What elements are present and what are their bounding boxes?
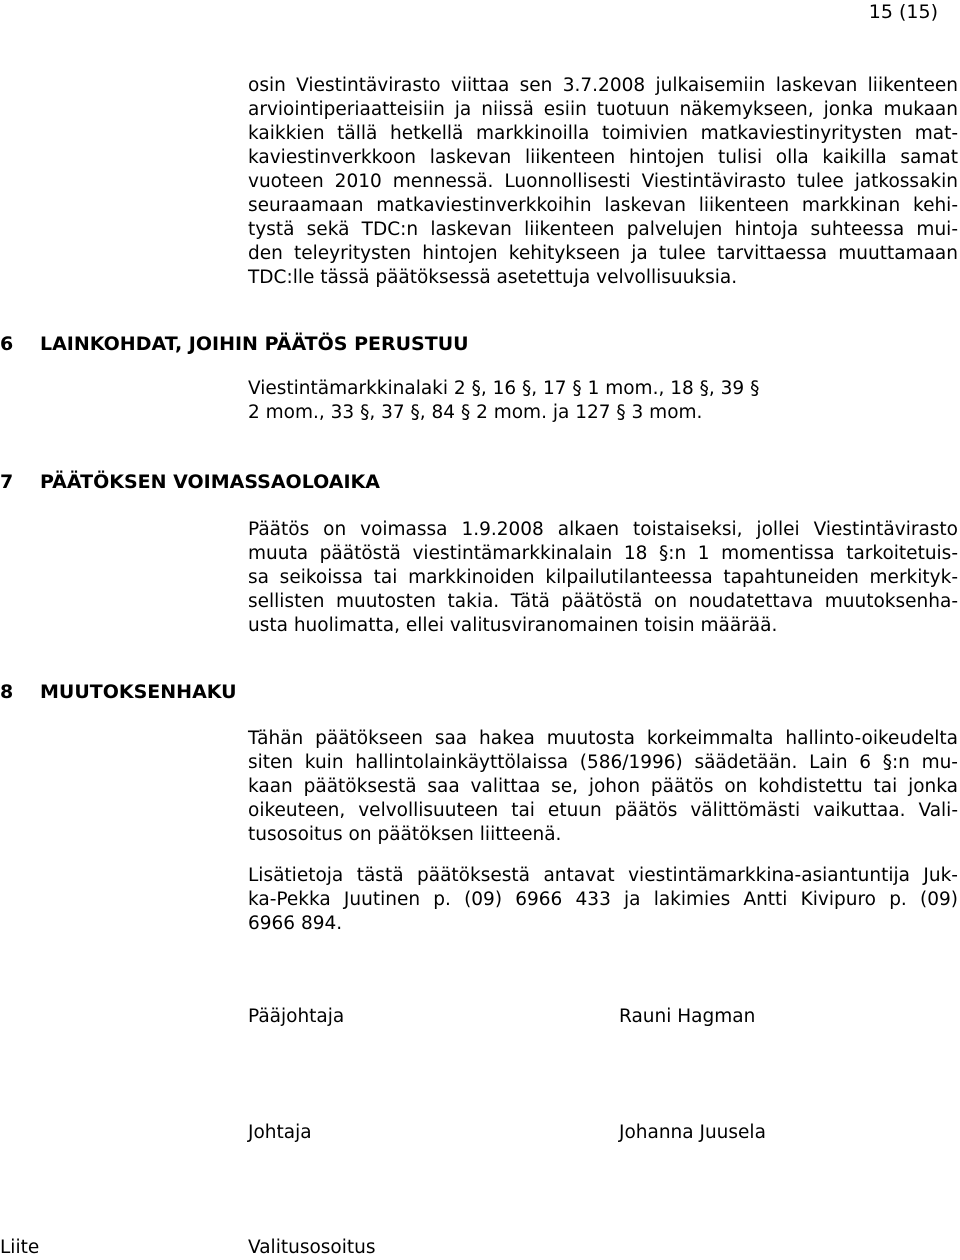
text-line: TDC:lle tässä päätöksessä asetettuja velvollisuuksia. <box>248 267 738 288</box>
signature-name: Johanna Juusela <box>619 1122 766 1143</box>
text-line: 2 mom., 33 §, 37 §, 84 § 2 mom. ja 127 § 3 mom. <box>248 402 703 423</box>
section-7-heading <box>0 470 380 494</box>
text-line: Lisätietoja tästä päätöksestä antavat viestintämarkkina-asiantuntija Juk- <box>248 865 958 886</box>
text-line: osin Viestintävirasto viittaa sen 3.7.2008 julkaisemiin laskevan liikenteen <box>248 75 958 96</box>
text-line: tystä sekä TDC:n laskevan liikenteen palvelujen hintoja suhteessa mui- <box>248 219 958 240</box>
section-number: 6 <box>0 333 14 355</box>
text-line: usta huolimatta, ellei valitusviranomainen toisin määrää. <box>248 615 778 636</box>
text-line: siten kuin hallintolainkäyttölaissa (586/1996) säädetään. Lain 6 §:n mu- <box>248 752 958 773</box>
text-line: kaviestinverkkoon laskevan liikenteen hintojen tulisi olla kaikilla samat <box>248 147 958 168</box>
text-line: Päätös on voimassa 1.9.2008 alkaen toistaiseksi, jollei Viestintävirasto <box>248 519 958 540</box>
section-8-body-paragraph-2 <box>248 864 958 936</box>
attachment-label: Liite <box>0 1237 40 1258</box>
section-title: MUUTOKSENHAKU <box>40 681 237 703</box>
text-line: Tähän päätökseen saa hakea muutosta korkeimmalta hallinto-oikeudelta <box>248 728 958 749</box>
text-line: kaan päätöksestä saa valittaa se, johon päätös on kohdistettu tai jonka <box>248 776 958 797</box>
signature-title: Pääjohtaja <box>248 1006 345 1027</box>
signature-title: Johtaja <box>248 1122 312 1143</box>
text-line: muuta päätöstä viestintämarkkinalain 18 §:n 1 momentissa tarkoitetuis- <box>248 543 958 564</box>
signature-name: Rauni Hagman <box>619 1006 756 1027</box>
section-number: 8 <box>0 681 14 703</box>
attachment-value: Valitusosoitus <box>248 1237 376 1258</box>
section-6-heading <box>0 332 469 356</box>
text-line: den teleyritysten hintojen kehitykseen ja tulee tarvittaessa muuttamaan <box>248 243 958 264</box>
text-line: vuoteen 2010 mennessä. Luonnollisesti Viestintävirasto tulee jatkossakin <box>248 171 958 192</box>
text-line: Viestintämarkkinalaki 2 §, 16 §, 17 § 1 mom., 18 §, 39 § <box>248 378 760 399</box>
text-line: arviointiperiaatteisiin ja niissä esiin tuotuun näkemykseen, jonka mukaan <box>248 99 958 120</box>
page-number: 15 (15) <box>868 1 938 23</box>
section-8-body-paragraph-1 <box>248 727 958 847</box>
section-number: 7 <box>0 471 14 493</box>
text-line: tusosoitus on päätöksen liitteenä. <box>248 824 562 845</box>
text-line: oikeuteen, velvollisuuteen tai etuun päätös välittömästi vaikuttaa. Vali- <box>248 800 958 821</box>
section-title: LAINKOHDAT, JOIHIN PÄÄTÖS PERUSTUU <box>40 333 469 355</box>
section-title: PÄÄTÖKSEN VOIMASSAOLOAIKA <box>40 471 380 493</box>
section-8-heading <box>0 680 237 704</box>
text-line: kaikkien tällä hetkellä markkinoilla toimivien matkaviestinyritysten mat- <box>248 123 958 144</box>
intro-paragraph <box>248 74 958 290</box>
text-line: ka-Pekka Juutinen p. (09) 6966 433 ja lakimies Antti Kivipuro p. (09) <box>248 889 958 910</box>
text-line: sellisten muutosten takia. Tätä päätöstä on noudatettava muutoksenha- <box>248 591 958 612</box>
section-7-body <box>248 518 958 638</box>
section-6-body <box>248 377 818 425</box>
text-line: sa seikoissa tai markkinoiden kilpailutilanteessa tapahtuneiden merkityk- <box>248 567 958 588</box>
text-line: seuraamaan matkaviestinverkkoihin laskevan liikenteen markkinan kehi- <box>248 195 958 216</box>
text-line: 6966 894. <box>248 913 343 934</box>
